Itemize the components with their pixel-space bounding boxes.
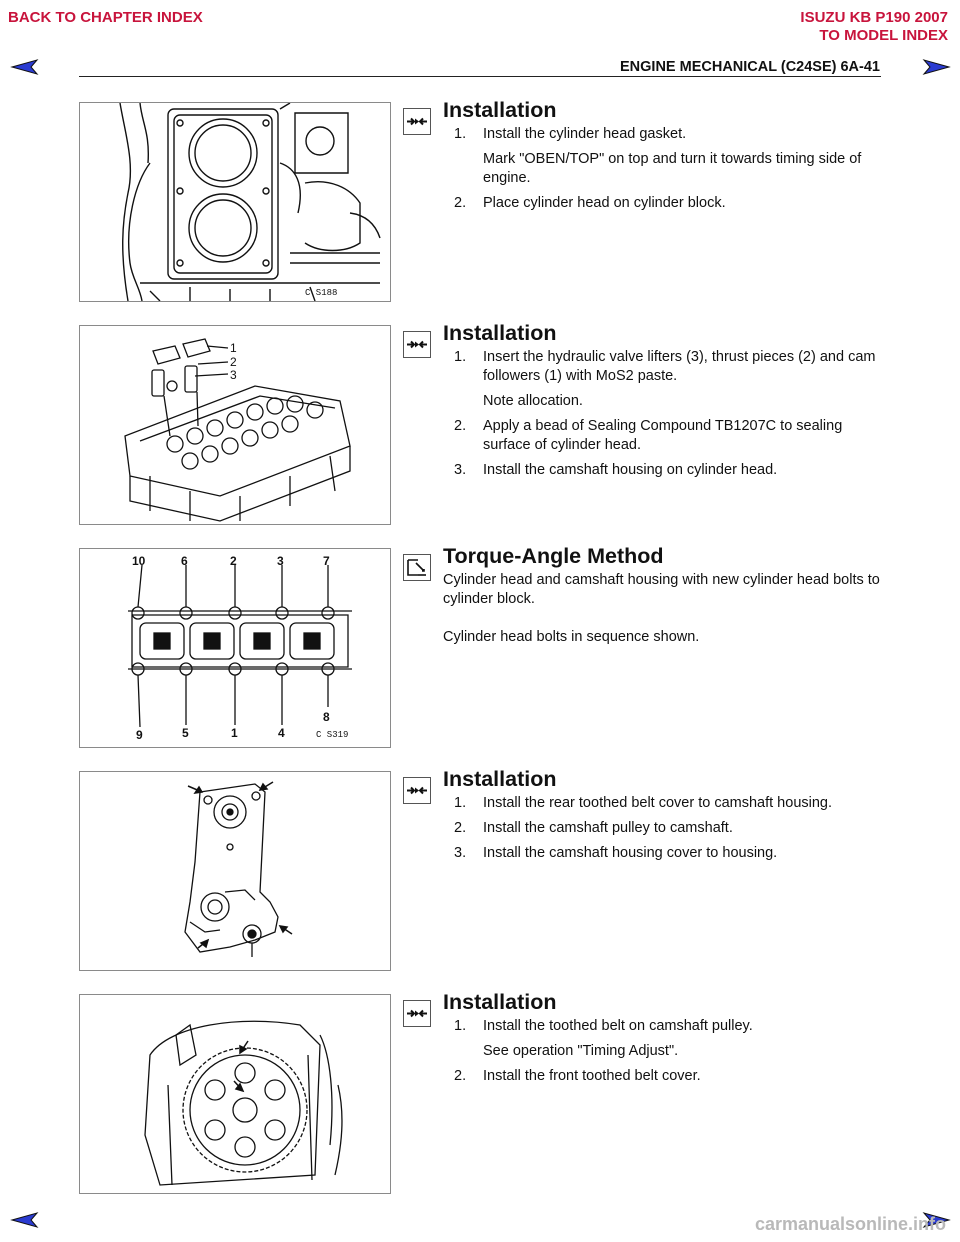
section-title: Installation xyxy=(443,990,557,1014)
to-model-index-line[interactable]: TO MODEL INDEX xyxy=(819,27,948,44)
bolt-sequence-figure xyxy=(79,548,391,748)
header-divider xyxy=(79,76,881,77)
watermark: carmanualsonline.info xyxy=(754,1214,946,1234)
step-text: Install the camshaft housing cover to housing. xyxy=(483,845,778,861)
back-to-chapter-index-link[interactable]: BACK TO CHAPTER INDEX xyxy=(8,9,203,26)
section-title: Installation xyxy=(443,321,557,345)
toothed-belt-figure xyxy=(79,994,391,1194)
bolt-number-bottom: 1 xyxy=(231,726,238,740)
step-item xyxy=(443,819,883,838)
arrows-inward-icon xyxy=(403,331,431,358)
step-list xyxy=(443,348,883,486)
arrows-inward-icon xyxy=(403,777,431,804)
section-valve-lifters xyxy=(79,321,889,525)
figure-callout-1: 1 xyxy=(230,341,237,355)
bolt-number-bottom: 5 xyxy=(182,726,189,740)
step-item xyxy=(443,348,883,411)
step-item xyxy=(443,125,883,188)
step-number: 2. xyxy=(454,195,467,211)
step-note: Mark "OBEN/TOP" on top and turn it towards timing side of engine. xyxy=(483,151,862,186)
torque-sequence-note: Cylinder head bolts in sequence shown. xyxy=(443,629,700,645)
step-item xyxy=(443,417,883,455)
step-number: 1. xyxy=(454,349,467,365)
bolt-number-bottom: 4 xyxy=(278,726,285,740)
step-number: 1. xyxy=(454,1018,467,1034)
section-cylinder-head-gasket xyxy=(79,98,889,302)
step-number: 3. xyxy=(454,845,467,861)
step-item xyxy=(443,1017,883,1061)
step-number: 2. xyxy=(454,418,467,434)
step-text: Install the rear toothed belt cover to camshaft housing. xyxy=(483,795,833,811)
step-text: Install the front toothed belt cover. xyxy=(483,1068,701,1084)
figure-callout-2: 2 xyxy=(230,355,237,369)
bolt-number-top: 7 xyxy=(323,554,330,568)
step-number: 3. xyxy=(454,462,467,478)
step-item xyxy=(443,1067,883,1086)
torque-angle-icon xyxy=(403,554,431,581)
previous-page-arrow-icon[interactable] xyxy=(10,1211,40,1229)
step-number: 1. xyxy=(454,795,467,811)
step-text: Install the cylinder head gasket. xyxy=(483,126,687,142)
bolt-number-top: 10 xyxy=(132,554,146,568)
step-item xyxy=(443,844,883,863)
step-item xyxy=(443,194,883,213)
step-number: 2. xyxy=(454,820,467,836)
section-toothed-belt xyxy=(79,990,889,1194)
arrows-inward-icon xyxy=(403,108,431,135)
step-number: 1. xyxy=(454,126,467,142)
step-text: Place cylinder head on cylinder block. xyxy=(483,195,726,211)
step-item xyxy=(443,461,883,480)
next-page-arrow-icon[interactable] xyxy=(921,58,951,76)
torque-description: Cylinder head and camshaft housing with new cylinder head bolts to cylinder block. xyxy=(443,572,880,607)
step-list xyxy=(443,794,883,869)
section-title: Torque-Angle Method xyxy=(443,544,664,568)
step-text: Install the camshaft pulley to camshaft. xyxy=(483,820,733,836)
step-item xyxy=(443,794,883,813)
step-text: Install the camshaft housing on cylinder head. xyxy=(483,462,778,478)
arrows-inward-icon xyxy=(403,1000,431,1027)
step-text: Insert the hydraulic valve lifters (3), thrust pieces (2) and cam followers (1) with MoS2 paste. xyxy=(483,349,876,384)
figure-label: C S188 xyxy=(305,288,338,298)
step-note: See operation "Timing Adjust". xyxy=(483,1043,679,1059)
model-title-line: ISUZU KB P190 2007 xyxy=(800,9,948,26)
step-text: Apply a bead of Sealing Compound TB1207C to sealing surface of cylinder head. xyxy=(483,418,843,453)
bolt-number-bottom: 8 xyxy=(323,710,330,724)
step-note: Note allocation. xyxy=(483,393,583,409)
model-index-link[interactable] xyxy=(800,9,948,45)
section-title: Installation xyxy=(443,767,557,791)
page-header-title: ENGINE MECHANICAL (C24SE) 6A-41 xyxy=(620,59,880,75)
section-torque-angle xyxy=(79,544,889,748)
previous-page-arrow-icon[interactable] xyxy=(10,58,40,76)
figure-label: C S319 xyxy=(316,730,349,740)
section-rear-belt-cover xyxy=(79,767,889,971)
step-number: 2. xyxy=(454,1068,467,1084)
step-text: Install the toothed belt on camshaft pulley. xyxy=(483,1018,753,1034)
section-title: Installation xyxy=(443,98,557,122)
step-list xyxy=(443,1017,883,1092)
bolt-number-bottom: 9 xyxy=(136,728,143,742)
bolt-number-top: 3 xyxy=(277,554,284,568)
valve-lifter-figure xyxy=(79,325,391,525)
rear-belt-cover-figure xyxy=(79,771,391,971)
bolt-number-top: 2 xyxy=(230,554,237,568)
cylinder-head-gasket-figure xyxy=(79,102,391,302)
figure-callout-3: 3 xyxy=(230,368,237,382)
step-list xyxy=(443,125,883,219)
bolt-number-top: 6 xyxy=(181,554,188,568)
